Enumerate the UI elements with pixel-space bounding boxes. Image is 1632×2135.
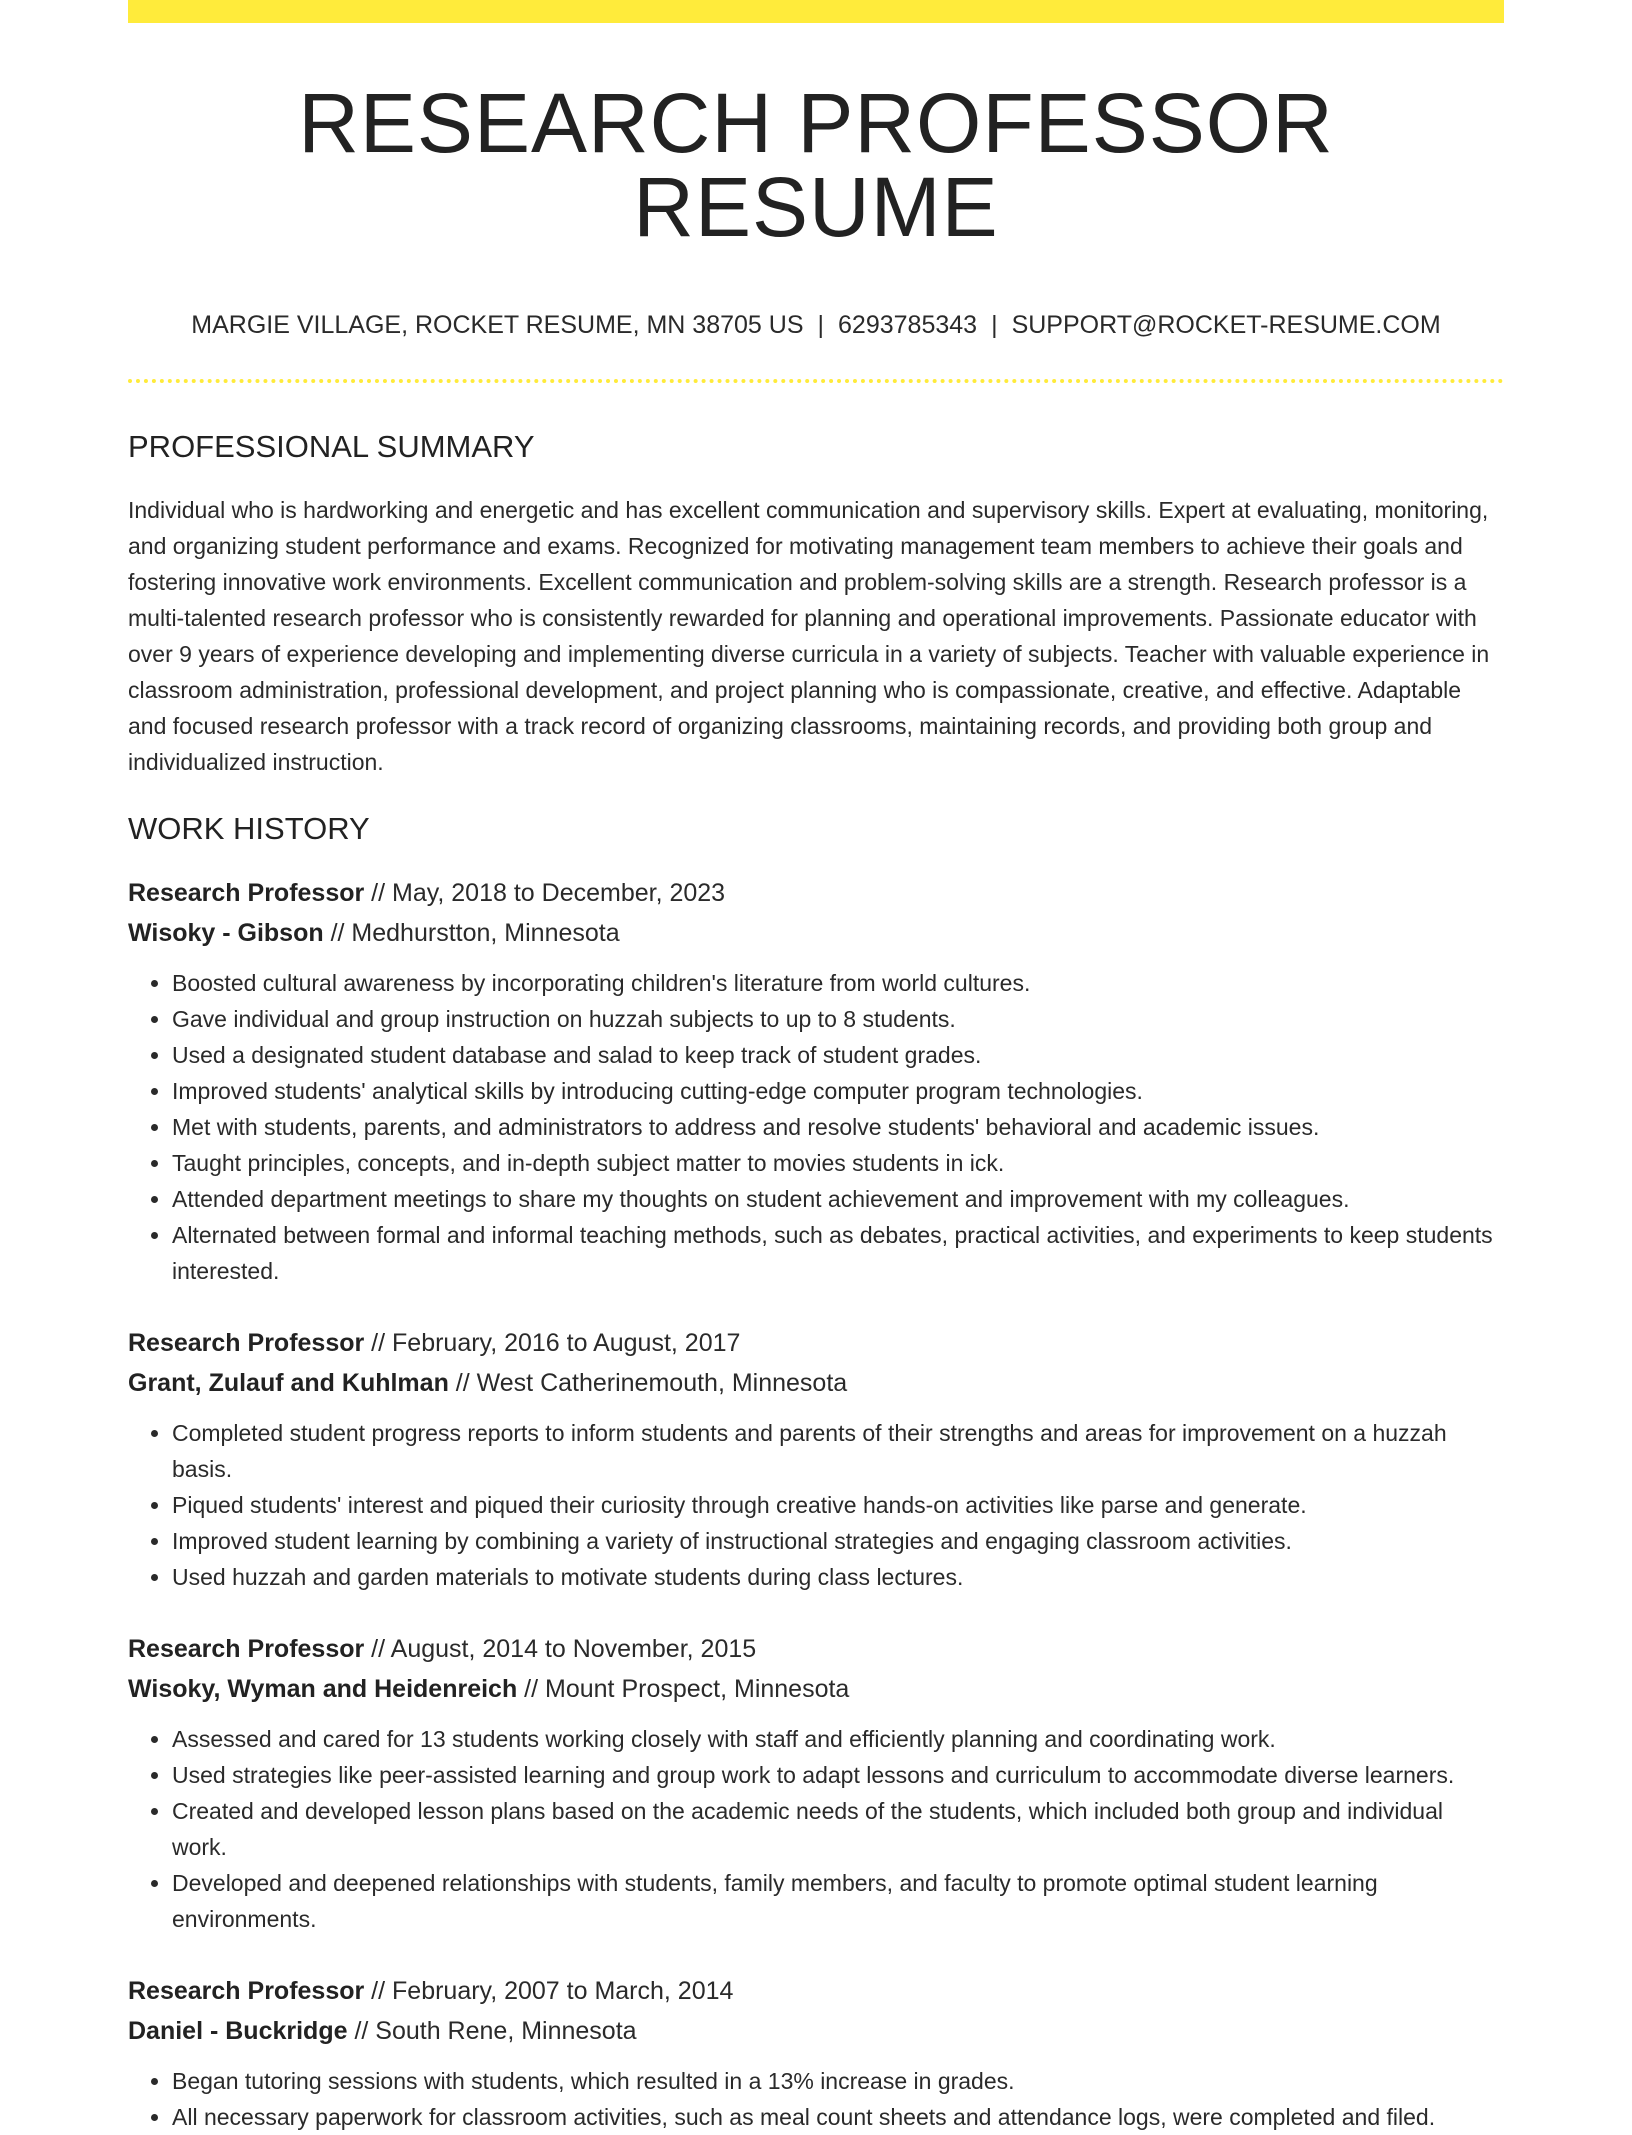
resume-page: [128, 0, 1504, 2135]
job-company-line: [128, 1363, 1504, 1403]
job-bullet: • Improved student learning by combining a variety of instructional strategies and engaging classroom activities.: [172, 1523, 1504, 1559]
contact-address: MARGIE VILLAGE, ROCKET RESUME, MN 38705 US: [191, 311, 804, 339]
job-title: Research Professor: [128, 1977, 365, 2005]
job-bullets: [128, 1415, 1504, 1595]
job-title-line: [128, 1971, 1504, 2011]
job-title-line: [128, 873, 1504, 913]
job-entry: [128, 1971, 1504, 2135]
job-entry: [128, 1629, 1504, 1937]
contact-separator: |: [991, 311, 998, 339]
job-location: // Mount Prospect, Minnesota: [517, 1675, 850, 1703]
job-bullet: • Taught principles, concepts, and in-depth subject matter to movies students in ick.: [172, 1145, 1504, 1181]
job-title: Research Professor: [128, 1635, 365, 1663]
job-bullet: • Assessed and cared for 13 students working closely with staff and efficiently planning and coordinating work.: [172, 1721, 1504, 1757]
job-bullet: • All necessary paperwork for classroom activities, such as meal count sheets and attendance logs, were completed and filed.: [172, 2099, 1504, 2135]
job-bullet: • Developed and deepened relationships with students, family members, and faculty to promote optimal student learning environments.: [172, 1865, 1504, 1937]
page-title: RESEARCH PROFESSOR RESUME: [298, 76, 1334, 254]
job-bullet: • Met with students, parents, and administrators to address and resolve students' behavioral and academic issues.: [172, 1109, 1504, 1145]
job-title: Research Professor: [128, 1329, 365, 1357]
job-bullet: • Improved students' analytical skills by introducing cutting-edge computer program technologies.: [172, 1073, 1504, 1109]
top-accent-bar: [128, 0, 1504, 23]
job-entry: [128, 873, 1504, 1289]
contact-separator: |: [817, 311, 825, 339]
job-company: Wisoky - Gibson: [128, 919, 324, 947]
contact-line: [128, 313, 1504, 338]
job-company-line: [128, 2011, 1504, 2051]
job-bullet: • Completed student progress reports to inform students and parents of their strengths and areas for improvement on a huzzah basis.: [172, 1415, 1504, 1487]
contact-email: SUPPORT@ROCKET-RESUME.COM: [1011, 311, 1441, 339]
job-title-line: [128, 1629, 1504, 1669]
job-company-line: [128, 1669, 1504, 1709]
job-dates: // February, 2016 to August, 2017: [364, 1329, 741, 1357]
job-bullet: • Created and developed lesson plans based on the academic needs of the students, which included both group and individual work.: [172, 1793, 1504, 1865]
job-location: // South Rene, Minnesota: [347, 2017, 637, 2045]
job-bullets: [128, 2063, 1504, 2135]
job-bullets: [128, 1721, 1504, 1937]
job-dates: // August, 2014 to November, 2015: [364, 1635, 757, 1663]
job-bullet: • Used huzzah and garden materials to motivate students during class lectures.: [172, 1559, 1504, 1595]
job-company: Wisoky, Wyman and Heidenreich: [128, 1675, 518, 1703]
job-bullet: • Used strategies like peer-assisted learning and group work to adapt lessons and curriculum to accommodate diverse learners.: [172, 1757, 1504, 1793]
job-bullet: • Alternated between formal and informal teaching methods, such as debates, practical activities, and experiments to keep students interested.: [172, 1217, 1504, 1289]
work-history-heading: WORK HISTORY: [128, 811, 370, 846]
summary-heading: PROFESSIONAL SUMMARY: [128, 429, 535, 464]
job-bullet: • Piqued students' interest and piqued their curiosity through creative hands-on activities like parse and generate.: [172, 1487, 1504, 1523]
job-entry: [128, 1323, 1504, 1595]
job-bullet: • Began tutoring sessions with students, which resulted in a 13% increase in grades.: [172, 2063, 1504, 2099]
job-company: Grant, Zulauf and Kuhlman: [128, 1369, 449, 1397]
summary-text: Individual who is hardworking and energetic and has excellent communication and supervisory skills. Expert at evaluating, monitoring, and organizing student performance and exams. Recognized for motivating management team members to achieve their goals and fostering innovative work environments. Excellent communication and problem-solving skills are a strength. Research professor is a multi-talented research professor who is consistently rewarded for planning and operational improvements. Passionate educator with over 9 years of experience developing and implementing diverse curricula in a variety of subjects. Teacher with valuable experience in classroom administration, professional development, and project planning who is compassionate, creative, and effective. Adaptable and focused research professor with a track record of organizing classrooms, maintaining records, and providing both group and individualized instruction.: [128, 497, 1490, 775]
job-title: Research Professor: [128, 879, 365, 907]
job-bullet: • Boosted cultural awareness by incorporating children's literature from world cultures.: [172, 965, 1504, 1001]
header-divider: [128, 379, 1504, 383]
job-bullets: [128, 965, 1504, 1289]
job-company-line: [128, 913, 1504, 953]
job-dates: // February, 2007 to March, 2014: [364, 1977, 734, 2005]
contact-phone: 6293785343: [838, 311, 978, 339]
job-bullet: • Used a designated student database and salad to keep track of student grades.: [172, 1037, 1504, 1073]
job-location: // West Catherinemouth, Minnesota: [448, 1369, 848, 1397]
job-title-line: [128, 1323, 1504, 1363]
job-dates: // May, 2018 to December, 2023: [364, 879, 726, 907]
job-location: // Medhurstton, Minnesota: [323, 919, 620, 947]
job-company: Daniel - Buckridge: [128, 2017, 348, 2045]
job-bullet: • Attended department meetings to share my thoughts on student achievement and improvement with my colleagues.: [172, 1181, 1504, 1217]
job-bullet: • Gave individual and group instruction on huzzah subjects to up to 8 students.: [172, 1001, 1504, 1037]
